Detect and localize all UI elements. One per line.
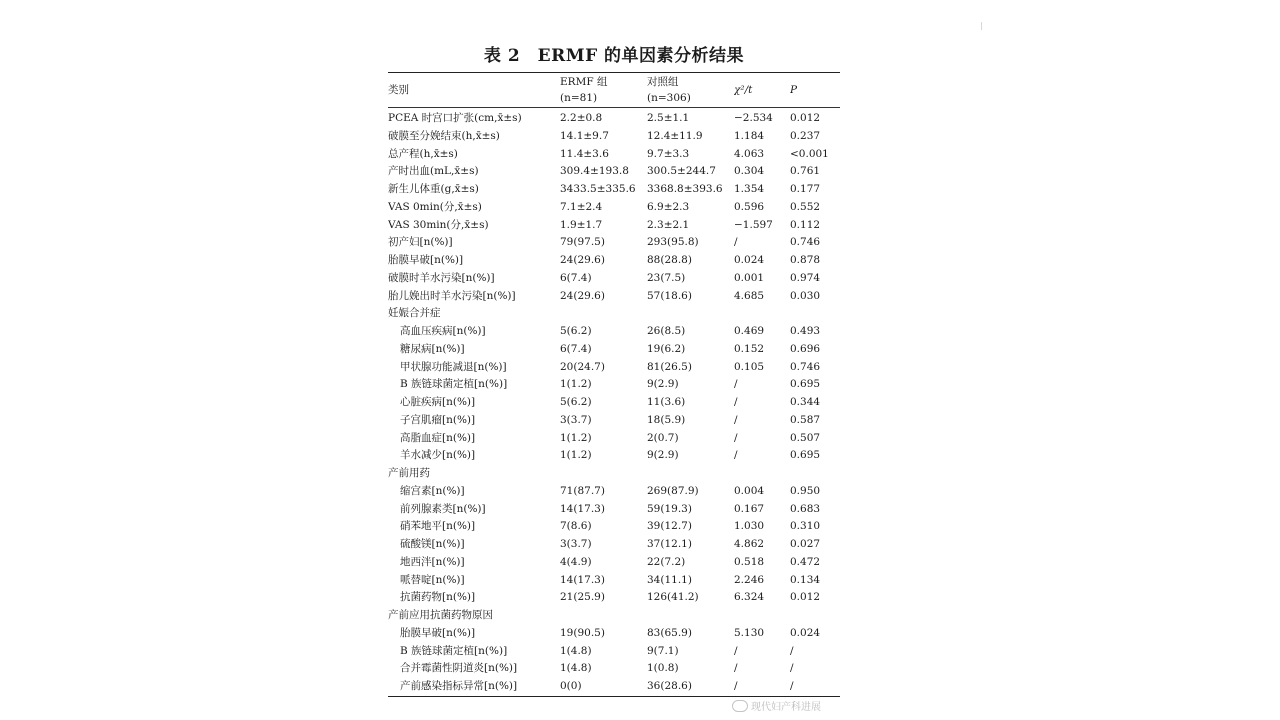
stat-value: 0.167 [734, 502, 765, 515]
p-value: 0.950 [790, 484, 821, 497]
stat-value: −2.534 [734, 112, 773, 124]
table-body [388, 110, 840, 696]
header-control [647, 73, 734, 107]
table-row [388, 607, 840, 625]
row-label: 心脏疾病[n(%)] [400, 396, 476, 408]
control-value: 293(95.8) [647, 236, 699, 249]
table-row [388, 323, 840, 341]
ermf-value: 1.9±1.7 [560, 218, 603, 231]
stat-value: 4.862 [734, 538, 765, 550]
control-value [647, 305, 734, 323]
stat-value: 6.324 [734, 591, 765, 604]
stat-value: 5.130 [734, 626, 765, 639]
stat-value: 0.596 [734, 200, 765, 213]
stat-value: 0.304 [734, 165, 765, 178]
p-value: 0.695 [790, 378, 821, 391]
row-label: VAS 30min(分,x̄±s) [388, 218, 489, 231]
stat-value: −1.597 [734, 218, 773, 231]
p-value: 0.177 [790, 183, 821, 195]
row-label: 破膜至分娩结束(h,x̄±s) [388, 129, 500, 142]
control-value [647, 607, 734, 625]
control-value: 36(28.6) [647, 680, 692, 692]
table-title: 表 2 ERMF 的单因素分析结果 [483, 46, 745, 66]
table-row [388, 572, 840, 590]
stat-value: / [734, 680, 738, 692]
control-value [647, 465, 734, 483]
ermf-value: 7.1±2.4 [560, 200, 603, 213]
ermf-value: 14(17.3) [560, 502, 605, 515]
header-stat: χ²/t [734, 84, 753, 96]
stat-value: 1.030 [734, 520, 765, 533]
row-label: 高血压疾病[n(%)] [400, 325, 486, 337]
stat-value: / [734, 396, 738, 408]
p-value: 0.493 [790, 325, 821, 337]
p-value [790, 607, 840, 625]
table-row [388, 554, 840, 572]
table-row [388, 163, 840, 181]
p-value: 0.695 [790, 449, 821, 462]
p-value [790, 305, 840, 323]
p-value: 0.472 [790, 555, 821, 568]
results-table [388, 73, 840, 107]
header-p: P [790, 84, 798, 96]
control-value: 3368.8±393.6 [647, 183, 723, 195]
ermf-value: 6(7.4) [560, 342, 592, 355]
table-row [388, 465, 840, 483]
p-value: / [790, 680, 794, 692]
table-row [388, 199, 840, 217]
ermf-value: 2.2±0.8 [560, 112, 603, 124]
control-value: 2.3±2.1 [647, 218, 690, 231]
control-value: 12.4±11.9 [647, 129, 703, 142]
ermf-value: 1(4.8) [560, 644, 592, 657]
ermf-value: 14(17.3) [560, 573, 605, 586]
p-value: <0.001 [790, 147, 829, 160]
row-label: 新生儿体重(g,x̄±s) [388, 183, 479, 195]
control-value: 6.9±2.3 [647, 200, 690, 213]
p-value [790, 465, 840, 483]
table-row [388, 146, 840, 164]
ermf-value: 19(90.5) [560, 626, 605, 639]
header-control-line2: (n=306) [647, 92, 691, 104]
row-label: 哌替啶[n(%)] [400, 573, 465, 586]
control-value: 26(8.5) [647, 325, 686, 337]
row-label: 总产程(h,x̄±s) [388, 147, 458, 160]
header-ermf-line1: ERMF 组 [560, 76, 608, 88]
table-row [388, 394, 840, 412]
table-container [388, 44, 840, 697]
stat-value [734, 607, 790, 625]
ermf-value [560, 607, 647, 625]
table-row [388, 359, 840, 377]
row-label: 硝苯地平[n(%)] [400, 520, 476, 533]
p-value: 0.237 [790, 129, 821, 142]
ermf-value: 1(1.2) [560, 431, 592, 444]
p-value: 0.112 [790, 218, 821, 231]
table-row [388, 447, 840, 465]
table-row [388, 589, 840, 607]
control-value: 2.5±1.1 [647, 112, 690, 124]
p-value: 0.974 [790, 271, 821, 284]
stat-value: / [734, 236, 738, 249]
ermf-value [560, 465, 647, 483]
ermf-value: 3433.5±335.6 [560, 183, 636, 195]
stat-value: / [734, 413, 738, 426]
stat-value: 2.246 [734, 573, 765, 586]
row-label: PCEA 时宫口扩张(cm,x̄±s) [388, 112, 522, 124]
p-value: 0.012 [790, 112, 821, 124]
control-value: 88(28.8) [647, 254, 692, 266]
p-value: 0.012 [790, 591, 821, 604]
p-value: 0.878 [790, 254, 821, 266]
stat-value: 0.001 [734, 271, 765, 284]
control-value: 18(5.9) [647, 413, 686, 426]
row-label: 产前感染指标异常[n(%)] [400, 680, 518, 692]
stat-value: 0.105 [734, 360, 765, 373]
control-value: 34(11.1) [647, 573, 692, 586]
ermf-value: 1(1.2) [560, 378, 592, 391]
stat-value: 0.024 [734, 254, 765, 266]
ermf-value: 5(6.2) [560, 325, 592, 337]
row-label: 产前用药 [388, 467, 430, 479]
p-value: 0.552 [790, 200, 821, 213]
row-label: 子宫肌瘤[n(%)] [400, 413, 476, 426]
results-body-table [388, 110, 840, 696]
control-value: 59(19.3) [647, 502, 692, 515]
row-label: 缩宫素[n(%)] [400, 484, 465, 497]
row-label: 抗菌药物[n(%)] [400, 591, 476, 604]
wechat-icon [732, 700, 748, 712]
control-value: 9(7.1) [647, 644, 679, 657]
bottom-rule [388, 696, 840, 697]
p-value: 0.696 [790, 342, 821, 355]
row-label: 糖尿病[n(%)] [400, 342, 465, 355]
row-label: 合并霉菌性阴道炎[n(%)] [400, 662, 518, 675]
p-value: 0.746 [790, 360, 821, 373]
row-label: 初产妇[n(%)] [388, 236, 453, 249]
p-value: 0.310 [790, 520, 821, 533]
control-value: 9.7±3.3 [647, 147, 690, 160]
table-row [388, 376, 840, 394]
table-header [388, 73, 840, 107]
header-control-line1: 对照组 [647, 76, 679, 88]
stat-value: / [734, 431, 738, 444]
ermf-value: 7(8.6) [560, 520, 592, 533]
stat-value: / [734, 449, 738, 462]
table-row [388, 518, 840, 536]
ermf-value: 3(3.7) [560, 413, 592, 426]
watermark [732, 698, 821, 713]
control-value: 81(26.5) [647, 360, 692, 373]
table-row [388, 536, 840, 554]
row-label: 破膜时羊水污染[n(%)] [388, 271, 495, 284]
row-label: 地西泮[n(%)] [400, 555, 465, 568]
control-value: 1(0.8) [647, 662, 679, 675]
p-value: 0.587 [790, 413, 821, 426]
p-value: 0.683 [790, 502, 821, 515]
table-row [388, 128, 840, 146]
row-label: 高脂血症[n(%)] [400, 431, 476, 444]
p-value: 0.024 [790, 626, 821, 639]
control-value: 9(2.9) [647, 378, 679, 391]
row-label: 产时出血(mL,x̄±s) [388, 165, 479, 178]
ermf-value: 21(25.9) [560, 591, 605, 604]
stat-value: 0.152 [734, 342, 765, 355]
table-row [388, 270, 840, 288]
control-value: 19(6.2) [647, 342, 686, 355]
ermf-value: 24(29.6) [560, 289, 605, 302]
stat-value [734, 465, 790, 483]
row-label: 胎膜早破[n(%)] [400, 626, 476, 639]
table-row [388, 288, 840, 306]
ermf-value: 14.1±9.7 [560, 129, 609, 142]
stat-value: 4.685 [734, 289, 765, 302]
ermf-value: 0(0) [560, 680, 582, 692]
row-label: 前列腺素类[n(%)] [400, 502, 486, 515]
stat-value: 4.063 [734, 147, 765, 160]
table-row [388, 252, 840, 270]
p-value: 0.344 [790, 396, 821, 408]
ermf-value: 1(4.8) [560, 662, 592, 675]
stat-value: / [734, 644, 738, 657]
stat-value: / [734, 378, 738, 391]
ermf-value: 11.4±3.6 [560, 147, 609, 160]
control-value: 300.5±244.7 [647, 165, 716, 178]
control-value: 22(7.2) [647, 555, 686, 568]
p-value: 0.134 [790, 573, 821, 586]
p-value: 0.761 [790, 165, 821, 178]
table-row [388, 643, 840, 661]
table-row [388, 217, 840, 235]
table-row [388, 412, 840, 430]
ermf-value: 5(6.2) [560, 396, 592, 408]
stat-value: 1.354 [734, 183, 765, 195]
stat-value: / [734, 662, 738, 675]
control-value: 57(18.6) [647, 289, 692, 302]
header-ermf [560, 73, 647, 107]
ermf-value: 79(97.5) [560, 236, 605, 249]
p-value: 0.030 [790, 289, 821, 302]
ermf-value: 309.4±193.8 [560, 165, 629, 178]
table-row [388, 110, 840, 128]
ermf-value: 24(29.6) [560, 254, 605, 266]
corner-mark [981, 22, 982, 30]
row-label: 产前应用抗菌药物原因 [388, 609, 493, 621]
table-row [388, 234, 840, 252]
ermf-value [560, 305, 647, 323]
row-label: B 族链球菌定植[n(%)] [400, 644, 508, 657]
table-row [388, 305, 840, 323]
row-label: 胎儿娩出时羊水污染[n(%)] [388, 289, 516, 302]
ermf-value: 1(1.2) [560, 449, 592, 462]
table-row [388, 625, 840, 643]
table-row [388, 341, 840, 359]
table-row [388, 430, 840, 448]
control-value: 83(65.9) [647, 626, 692, 639]
header-category: 类别 [388, 84, 409, 96]
table-row [388, 483, 840, 501]
watermark-text: 现代妇产科进展 [751, 702, 821, 713]
row-label: 硫酸镁[n(%)] [400, 538, 465, 550]
p-value: 0.027 [790, 538, 821, 550]
stat-value: 0.004 [734, 484, 765, 497]
control-value: 11(3.6) [647, 396, 686, 408]
ermf-value: 20(24.7) [560, 360, 605, 373]
control-value: 2(0.7) [647, 431, 679, 444]
ermf-value: 71(87.7) [560, 484, 605, 497]
control-value: 269(87.9) [647, 484, 699, 497]
p-value: 0.507 [790, 431, 821, 444]
ermf-value: 6(7.4) [560, 271, 592, 284]
header-ermf-line2: (n=81) [560, 92, 598, 104]
table-row [388, 678, 840, 696]
stat-value [734, 305, 790, 323]
control-value: 23(7.5) [647, 271, 686, 284]
row-label: 妊娠合并症 [388, 307, 441, 320]
control-value: 126(41.2) [647, 591, 699, 604]
row-label: VAS 0min(分,x̄±s) [388, 200, 482, 213]
p-value: / [790, 662, 794, 675]
p-value: / [790, 644, 794, 657]
control-value: 37(12.1) [647, 538, 692, 550]
ermf-value: 3(3.7) [560, 538, 592, 550]
p-value: 0.746 [790, 236, 821, 249]
header-rule [388, 107, 840, 108]
stat-value: 1.184 [734, 129, 765, 142]
row-label: B 族链球菌定植[n(%)] [400, 378, 508, 391]
row-label: 甲状腺功能减退[n(%)] [400, 360, 507, 373]
control-value: 9(2.9) [647, 449, 679, 462]
control-value: 39(12.7) [647, 520, 692, 533]
table-row [388, 501, 840, 519]
table-row [388, 660, 840, 678]
row-label: 羊水减少[n(%)] [400, 449, 476, 462]
ermf-value: 4(4.9) [560, 555, 592, 568]
table-row [388, 181, 840, 199]
stat-value: 0.469 [734, 325, 765, 337]
row-label: 胎膜早破[n(%)] [388, 254, 464, 266]
stat-value: 0.518 [734, 555, 765, 568]
